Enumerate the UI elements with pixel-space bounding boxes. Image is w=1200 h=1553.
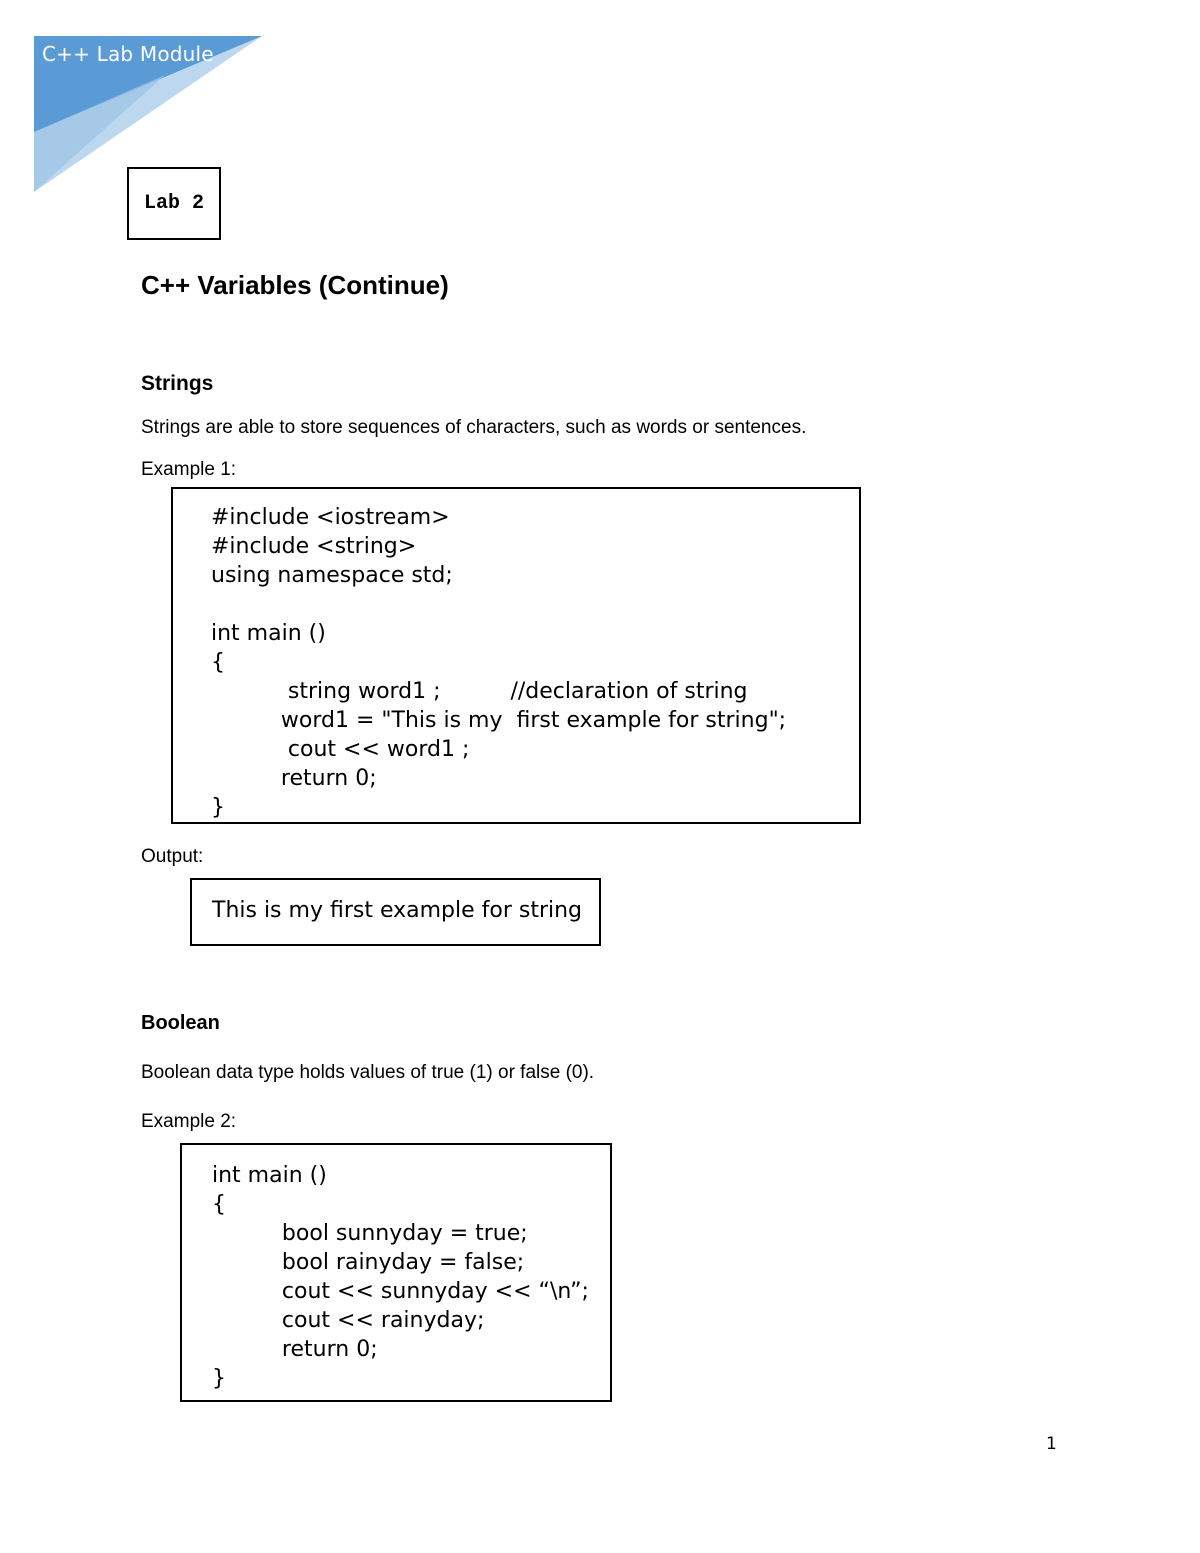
code-line: return 0; xyxy=(211,766,377,791)
boolean-description: Boolean data type holds values of true (1) or false (0). xyxy=(141,1062,595,1083)
page-number: 1 xyxy=(1046,1434,1057,1454)
code-line: cout << sunnyday << “\n”; xyxy=(212,1279,589,1304)
lab-number-box xyxy=(127,167,221,240)
code-line: bool rainyday = false; xyxy=(212,1250,525,1275)
output-label: Output: xyxy=(141,846,204,867)
code-line: int main () xyxy=(211,621,326,646)
output-text: This is my first example for string xyxy=(212,898,583,923)
example-2-label: Example 2: xyxy=(141,1111,237,1132)
page-title: C++ Variables (Continue) xyxy=(141,270,449,300)
code-line: #include <string> xyxy=(211,534,417,559)
code-line: word1 = "This is my first example for string"; xyxy=(211,708,787,733)
code-line: { xyxy=(212,1192,226,1217)
example-2-code-box xyxy=(180,1143,612,1402)
code-line: int main () xyxy=(212,1163,327,1188)
lab-label: Lab 2 xyxy=(143,192,204,215)
strings-heading: Strings xyxy=(141,372,214,395)
banner-label: C++ Lab Module xyxy=(42,42,214,66)
output-box xyxy=(190,878,601,946)
code-line: bool sunnyday = true; xyxy=(212,1221,528,1246)
strings-description: Strings are able to store sequences of characters, such as words or sentences. xyxy=(141,417,807,438)
code-line: using namespace std; xyxy=(211,563,453,588)
code-line: } xyxy=(211,795,225,820)
code-line: string word1 ; //declaration of string xyxy=(211,679,748,704)
code-line: #include <iostream> xyxy=(211,505,450,530)
example-1-code-box xyxy=(171,487,861,824)
boolean-heading: Boolean xyxy=(141,1012,220,1034)
code-line: cout << rainyday; xyxy=(212,1308,485,1333)
code-line: cout << word1 ; xyxy=(211,737,470,762)
code-line xyxy=(211,590,859,619)
code-line: } xyxy=(212,1366,226,1391)
example-1-label: Example 1: xyxy=(141,459,237,480)
code-line: { xyxy=(211,650,225,675)
code-line: return 0; xyxy=(212,1337,378,1362)
